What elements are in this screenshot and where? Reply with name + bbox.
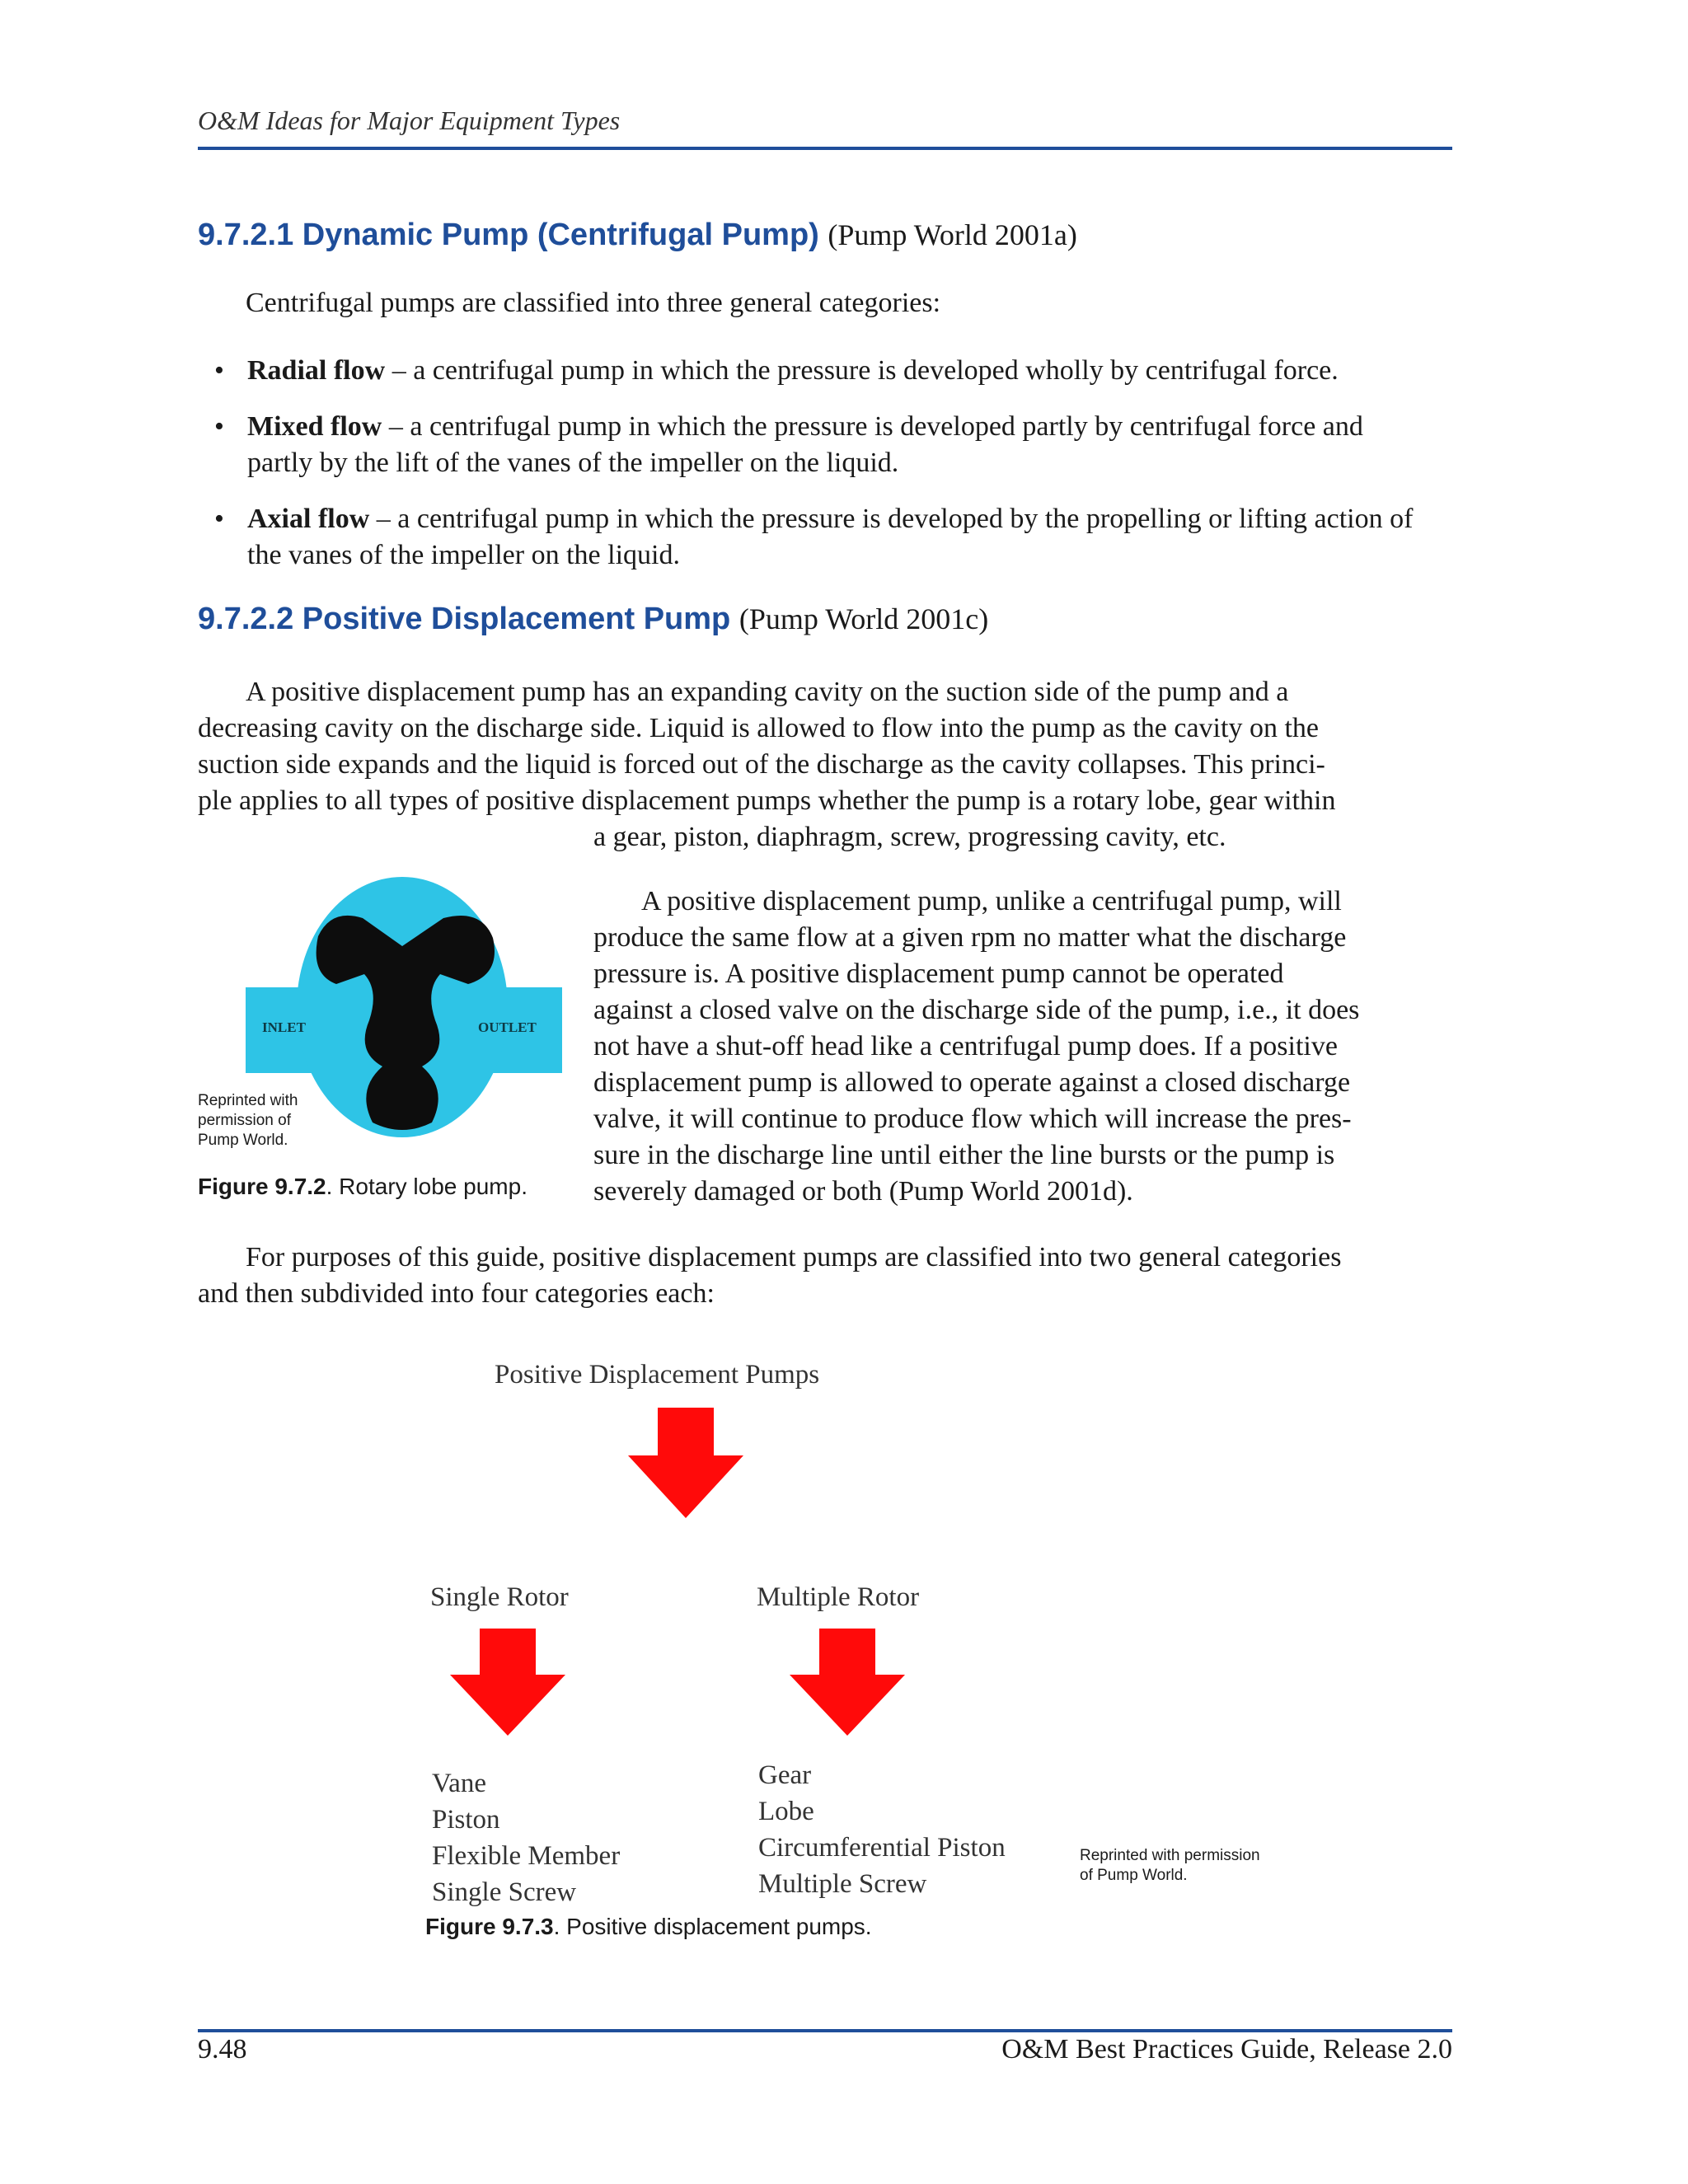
guide-title: O&M Best Practices Guide, Release 2.0 [1001,2034,1452,2064]
bullet-axial-flow [214,501,1434,574]
list-item: Flexible Member [432,1841,621,1871]
para2-line-8: sure in the discharge line until either the line bursts or the pump is [593,1140,1335,1170]
down-arrow-icon [450,1629,565,1736]
para2-line-3: pressure is. A positive displacement pump cannot be operated [593,958,1284,989]
pd-pump-classification-diagram [412,1343,1121,1907]
bullet-radial-flow [214,353,1434,389]
figure1-credit [198,1091,298,1151]
diagram-root-label: Positive Displacement Pumps [495,1360,820,1390]
section-heading-positive-displacement [198,602,988,637]
para2-line-5: not have a shut-off head like a centrifugal pump does. If a positive [593,1031,1338,1062]
bullet-text: – a centrifugal pump in which the pressure is developed by the propelling or lifting action of the vanes of the impeller on the liquid. [247,504,1414,570]
outlet-label: OUTLET [478,1019,537,1035]
credit-line: Pump World. [198,1132,288,1149]
list-item: Piston [432,1805,500,1835]
figure1-caption [198,1174,528,1200]
para2-line-9: severely damaged or both (Pump World 2001d). [593,1176,1133,1207]
inlet-label: INLET [262,1019,306,1035]
multiple-rotor-list [758,1757,1006,1902]
page-number: 9.48 [198,2034,247,2064]
caption-number: Figure 9.7.3 [425,1914,554,1939]
figure2-credit [1080,1846,1260,1886]
list-item: Single Screw [432,1877,577,1907]
list-item: Multiple Screw [758,1869,927,1899]
credit-line: Reprinted with [198,1092,298,1109]
para2-line-4: against a closed valve on the discharge side of the pump, i.e., it does [593,995,1360,1025]
down-arrow-icon [790,1629,905,1736]
bullet-dot-icon: • [214,411,224,442]
running-header: O&M Ideas for Major Equipment Types [198,105,621,135]
caption-number: Figure 9.7.2 [198,1174,326,1199]
bullet-text: – a centrifugal pump in which the pressure is developed partly by centrifugal force and partly by the lift of the vanes of the impeller on the liquid. [247,411,1363,478]
branch-label-single-rotor: Single Rotor [430,1582,569,1612]
bullet-text: – a centrifugal pump in which the pressure is developed wholly by centrifugal force. [385,355,1339,386]
caption-text: . Rotary lobe pump. [326,1174,528,1199]
credit-line: Reprinted with permission [1080,1847,1260,1864]
para1-line-1: A positive displacement pump has an expanding cavity on the suction side of the pump and a [246,677,1289,707]
para2-line-2: produce the same flow at a given rpm no matter what the discharge [593,922,1347,953]
para2-line-1: A positive displacement pump, unlike a centrifugal pump, will [641,886,1342,916]
list-item: Gear [758,1760,812,1790]
bullet-term: Mixed flow [247,411,382,442]
footer-rule [198,2029,1452,2032]
section-title: 9.7.2.2 Positive Displacement Pump [198,602,731,636]
para2-line-6: displacement pump is allowed to operate against a closed discharge [593,1067,1351,1098]
para1-line-2: decreasing cavity on the discharge side. Liquid is allowed to flow into the pump as the cavity on the [198,713,1319,743]
para3-line-2: and then subdivided into four categories each: [198,1278,715,1309]
section-intro: Centrifugal pumps are classified into three general categories: [246,288,941,318]
single-rotor-list [432,1765,620,1910]
header-rule [198,147,1452,150]
bullet-term: Radial flow [247,355,386,386]
para1-line-5: a gear, piston, diaphragm, screw, progressing cavity, etc. [593,822,1226,852]
credit-line: permission of [198,1112,291,1129]
section-citation: (Pump World 2001a) [828,218,1077,251]
list-item: Circumferential Piston [758,1833,1006,1863]
branch-label-multiple-rotor: Multiple Rotor [757,1582,920,1612]
bullet-mixed-flow [214,409,1434,481]
para1-line-4: ple applies to all types of positive displacement pumps whether the pump is a rotary lobe, gear within [198,785,1336,816]
para3-line-1: For purposes of this guide, positive displacement pumps are classified into two general categories [246,1242,1342,1272]
bullet-term: Axial flow [247,504,370,534]
bullet-dot-icon: • [214,504,224,534]
figure2-caption [425,1914,872,1940]
section-heading-dynamic-pump [198,218,1077,253]
bullet-dot-icon: • [214,355,224,386]
list-item: Lobe [758,1797,814,1826]
down-arrow-icon [628,1408,743,1518]
credit-line: of Pump World. [1080,1867,1188,1884]
para2-line-7: valve, it will continue to produce flow which will increase the pres- [593,1104,1352,1134]
caption-text: . Positive displacement pumps. [553,1914,872,1939]
list-item: Vane [432,1769,486,1798]
para1-line-3: suction side expands and the liquid is forced out of the discharge as the cavity collapses. This princi- [198,749,1325,780]
section-citation: (Pump World 2001c) [738,602,989,635]
section-title: 9.7.2.1 Dynamic Pump (Centrifugal Pump) [198,218,819,252]
